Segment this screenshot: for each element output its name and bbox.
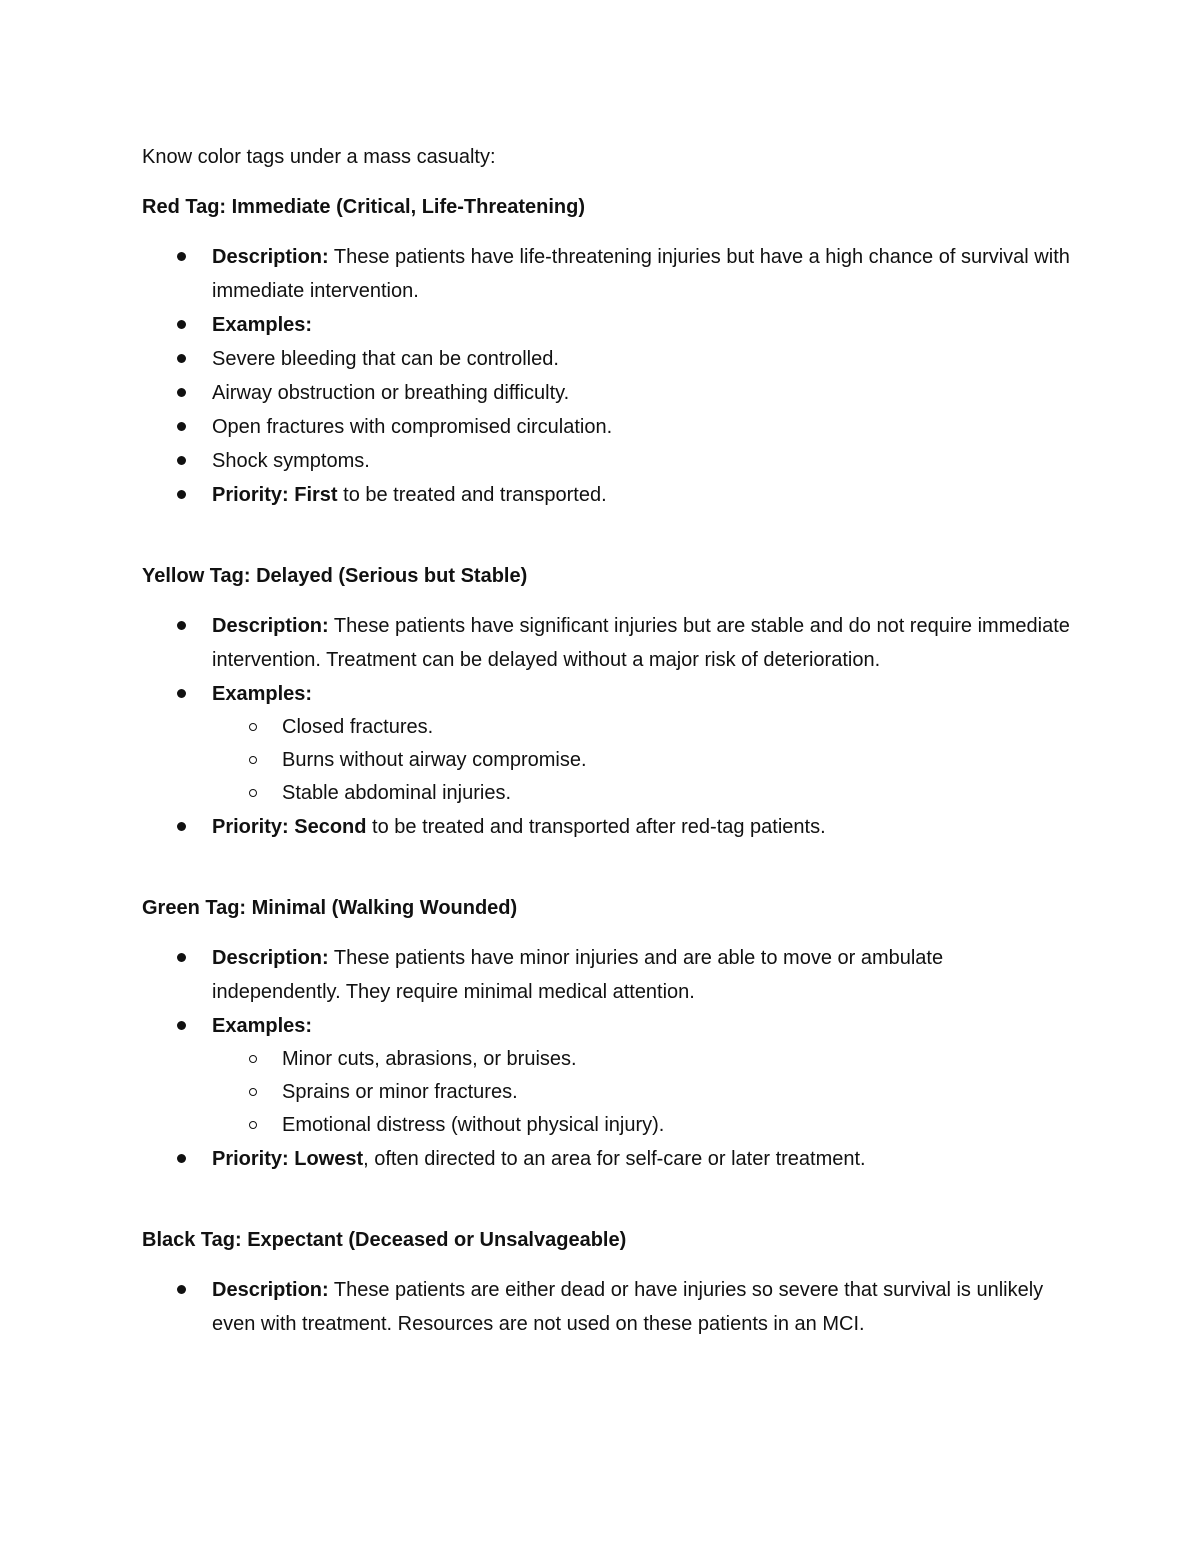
example-item: Stable abdominal injuries.: [142, 777, 1072, 810]
section-spacer: [142, 844, 1072, 891]
section-spacer: [142, 1176, 1072, 1223]
examples-item: [142, 308, 1072, 342]
red-tag-section: [142, 190, 1072, 512]
description-text: These patients have significant injuries but are stable and do not require immediate intervention. Treatment can be delayed without a major risk of deterioration.: [212, 615, 1070, 671]
document-page: [142, 140, 1072, 1341]
priority-label: Priority: Lowest: [212, 1148, 364, 1170]
example-item: Airway obstruction or breathing difficulty.: [142, 376, 1072, 410]
section-title: Red Tag: Immediate (Critical, Life-Threatening): [142, 196, 586, 218]
description-text: These patients have minor injuries and are able to move or ambulate independently. They require minimal medical attention.: [212, 947, 944, 1003]
description-text: These patients are either dead or have injuries so severe that survival is unlikely even with treatment. Resources are not used on these patients in an MCI.: [212, 1279, 1044, 1335]
section-title: Black Tag: Expectant (Deceased or Unsalvageable): [142, 1229, 627, 1251]
example-item: Closed fractures.: [142, 711, 1072, 744]
description-item: [142, 609, 1072, 677]
description-item: [142, 941, 1072, 1009]
bullet-list: [142, 240, 1072, 512]
description-item: [142, 240, 1072, 308]
examples-label: Examples:: [212, 683, 313, 705]
description-label: Description:: [212, 947, 329, 969]
example-item: Burns without airway compromise.: [142, 744, 1072, 777]
examples-item: [142, 677, 1072, 810]
yellow-tag-section: [142, 559, 1072, 844]
example-item: Open fractures with compromised circulation.: [142, 410, 1072, 444]
green-tag-section: [142, 891, 1072, 1176]
priority-text: to be treated and transported.: [337, 484, 607, 506]
description-label: Description:: [212, 1279, 329, 1301]
description-label: Description:: [212, 615, 329, 637]
priority-text: , often directed to an area for self-care or later treatment.: [363, 1148, 866, 1170]
section-title: Green Tag: Minimal (Walking Wounded): [142, 897, 518, 919]
bullet-list: [142, 941, 1072, 1176]
priority-item: [142, 1142, 1072, 1176]
section-title: Yellow Tag: Delayed (Serious but Stable): [142, 565, 528, 587]
example-item: Emotional distress (without physical injury).: [142, 1109, 1072, 1142]
priority-text: to be treated and transported after red-tag patients.: [366, 816, 826, 838]
examples-item: [142, 1009, 1072, 1142]
intro-text: Know color tags under a mass casualty:: [142, 146, 496, 168]
bullet-list: [142, 1273, 1072, 1341]
example-item: Shock symptoms.: [142, 444, 1072, 478]
section-spacer: [142, 512, 1072, 559]
description-item: [142, 1273, 1072, 1341]
example-item: Sprains or minor fractures.: [142, 1076, 1072, 1109]
black-tag-section: [142, 1223, 1072, 1341]
example-item: Minor cuts, abrasions, or bruises.: [142, 1043, 1072, 1076]
priority-item: [142, 478, 1072, 512]
example-item: Severe bleeding that can be controlled.: [142, 342, 1072, 376]
bullet-list: [142, 609, 1072, 844]
priority-item: [142, 810, 1072, 844]
examples-label: Examples:: [212, 1015, 313, 1037]
priority-label: Priority: First: [212, 484, 338, 506]
description-text: These patients have life-threatening injuries but have a high chance of survival with immediate intervention.: [212, 246, 1070, 302]
priority-label: Priority: Second: [212, 816, 367, 838]
sub-list: [212, 1043, 1072, 1142]
description-label: Description:: [212, 246, 329, 268]
sub-list: [212, 711, 1072, 810]
examples-label: Examples:: [212, 314, 313, 336]
